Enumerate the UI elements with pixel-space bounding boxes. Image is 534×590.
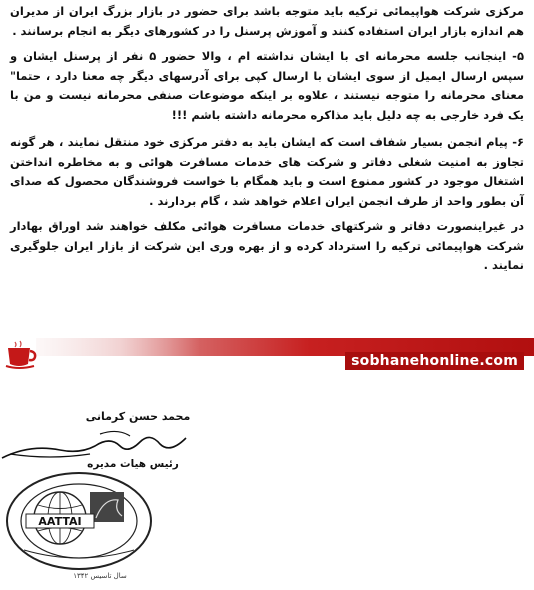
association-seal (4, 470, 154, 572)
signatory-name: محمد حسن کرمانی (85, 410, 191, 423)
paragraph-conclusion: در غیراینصورت دفاتر و شرکتهای خدمات مسافرت هوائی مکلف خواهند شد اوراق بهادار شرکت هواپیمائی ترکیه را استرداد کرده و از بهره وری این شرکت از بازار ایران جلوگیری نمایند . (10, 219, 524, 272)
watermark-banner (0, 338, 534, 378)
site-watermark: sobhanehonline.com (345, 352, 524, 370)
paragraph-point-6: ۶- پیام انجمن بسیار شفاف است که ایشان باید به دفتر مرکزی خود منتقل نمایند ، هر گونه تجاوز به امنیت شغلی دفاتر و شرکت های خدمات مسافرت هوائی و به مخاطره انداختن اشتغال موجود در کشور ممنوع است و باید همگام با خواست فروشندگان محصول که صدای آن بطور واحد از طرف انجمن ایران اعلام خواهد شد ، گام بردارند . (10, 135, 524, 208)
signatory-title: رئیس هیات مدیره (87, 458, 179, 470)
signature-block (0, 410, 200, 590)
paragraph-point-5: ۵- اینجانب جلسه محرمانه ای با ایشان نداشته ام ، والا حضور ۵ نفر از پرسنل ایشان و سپس ارسال ایمیل از سوی ایشان با ارسال کپی برای آدرسهای دیگر چه معنا دارد ، حتما" معنای محرمانه را متوجه نیستند ، علاوه بر اینکه موضوعات صنفی محرمانه نیست و من با یک فرد خارجی به چه دلیل باید مذاکره محرمانه داشته باشم !!! (10, 49, 524, 122)
seal-acronym: AATTAI (38, 515, 82, 528)
coffee-cup-icon (4, 340, 38, 370)
seal-founding-year: سال تاسیس ۱۳۴۲ (73, 572, 127, 580)
letter-body (10, 2, 524, 284)
paragraph-intro: مرکزی شرکت هواپیمائی ترکیه باید متوجه باشد برای حضور در بازار بزرگ ایران از مدیران هم اندازه بازار ایران استفاده کنند و آموزش پرسنل را در کشورهای دیگر به انجام برسانند . (10, 4, 524, 38)
